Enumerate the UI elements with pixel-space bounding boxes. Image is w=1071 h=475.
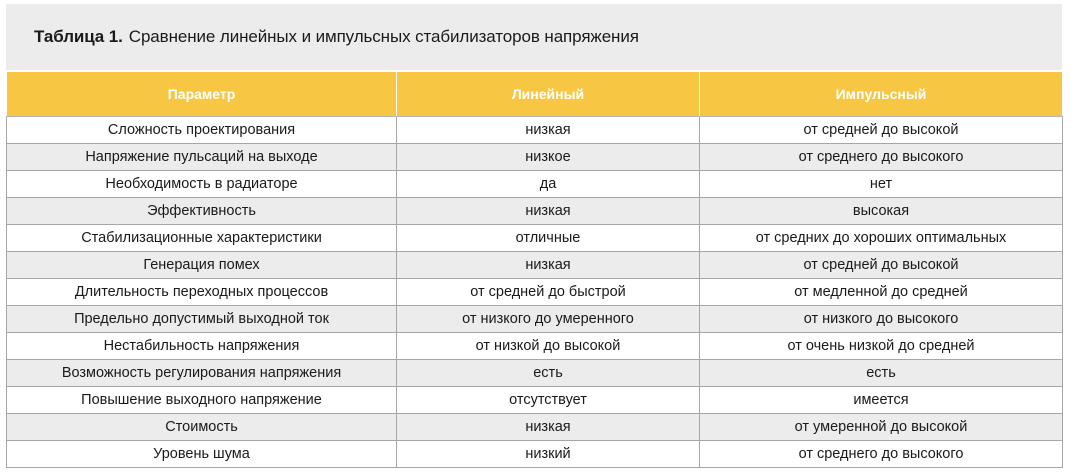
cell-parameter: Напряжение пульсаций на выходе [7,144,397,171]
cell-linear: низкая [397,414,700,441]
cell-linear: от средней до быстрой [397,279,700,306]
cell-linear: низкая [397,252,700,279]
cell-switching: от среднего до высокого [700,144,1063,171]
table-row [7,333,1063,360]
cell-parameter: Генерация помех [7,252,397,279]
cell-linear: отличные [397,225,700,252]
cell-switching: от средней до высокой [700,117,1063,144]
table-number: Таблица 1. [34,27,123,46]
cell-parameter: Эффективность [7,198,397,225]
cell-switching: от умеренной до высокой [700,414,1063,441]
cell-parameter: Нестабильность напряжения [7,333,397,360]
cell-switching: есть [700,360,1063,387]
table-title: Сравнение линейных и импульсных стабилизаторов напряжения [128,27,639,46]
table-row [7,441,1063,468]
cell-parameter: Предельно допустимый выходной ток [7,306,397,333]
cell-parameter: Сложность проектирования [7,117,397,144]
table-row [7,171,1063,198]
table-row [7,279,1063,306]
table-caption [6,4,1062,70]
table-row [7,414,1063,441]
header-row [7,71,1063,117]
table-row [7,252,1063,279]
cell-switching: от среднего до высокого [700,441,1063,468]
cell-switching: имеется [700,387,1063,414]
cell-linear: от низкого до умеренного [397,306,700,333]
table-row [7,306,1063,333]
comparison-table [6,70,1063,468]
cell-parameter: Длительность переходных процессов [7,279,397,306]
cell-linear: низкий [397,441,700,468]
cell-linear: есть [397,360,700,387]
cell-linear: низкая [397,117,700,144]
cell-linear: от низкой до высокой [397,333,700,360]
cell-switching: от средних до хороших оптимальных [700,225,1063,252]
cell-switching: от очень низкой до средней [700,333,1063,360]
table-row [7,144,1063,171]
cell-linear: низкое [397,144,700,171]
cell-switching: нет [700,171,1063,198]
cell-parameter: Повышение выходного напряжение [7,387,397,414]
cell-parameter: Возможность регулирования напряжения [7,360,397,387]
cell-parameter: Уровень шума [7,441,397,468]
header-parameter: Параметр [7,71,397,117]
cell-parameter: Стабилизационные характеристики [7,225,397,252]
table-row [7,387,1063,414]
header-linear: Линейный [397,71,700,117]
cell-switching: высокая [700,198,1063,225]
table-row [7,225,1063,252]
cell-switching: от низкого до высокого [700,306,1063,333]
cell-linear: низкая [397,198,700,225]
cell-linear: отсутствует [397,387,700,414]
cell-parameter: Необходимость в радиаторе [7,171,397,198]
table-row [7,117,1063,144]
header-switching: Импульсный [700,71,1063,117]
cell-linear: да [397,171,700,198]
cell-switching: от медленной до средней [700,279,1063,306]
cell-parameter: Стоимость [7,414,397,441]
cell-switching: от средней до высокой [700,252,1063,279]
table-row [7,198,1063,225]
table-row [7,360,1063,387]
